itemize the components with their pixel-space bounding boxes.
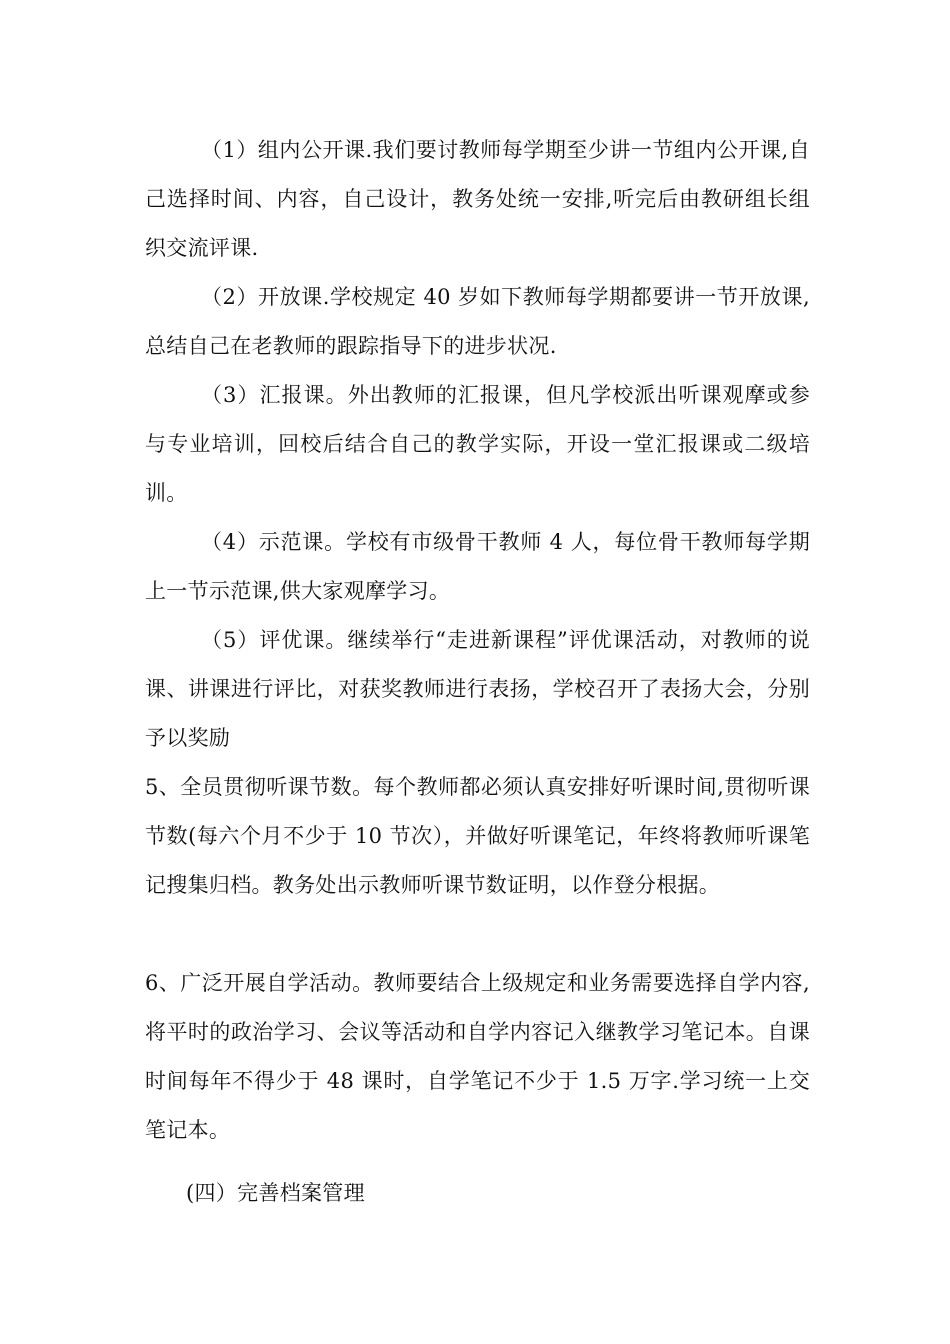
paragraph-open-class-in-group: （1）组内公开课.我们要讨教师每学期至少讲一节组内公开课,自己选择时间、内容，自己设计，教务处统一安排,听完后由教研组长组织交流评课. (145, 138, 810, 260)
section-heading: (四）完善档案管理 (186, 1181, 365, 1205)
paragraph-excellence-class: （5）评优课。继续举行“走进新课程”评优课活动，对教师的说课、讲课进行评比，对获奖教师进行表扬，学校召开了表扬大会，分别予以奖励 (145, 628, 810, 750)
paragraph-open-class: （2）开放课.学校规定 40 岁如下教师每学期都要讲一节开放课,总结自己在老教师的跟踪指导下的进步状况. (145, 285, 810, 358)
paragraph-lesson-observation: 5、全员贯彻听课节数。每个教师都必须认真安排好听课时间,贯彻听课节数(每六个月不少于 10 节次），并做好听课笔记，年终将教师听课笔记搜集归档。教务处出示教师听课节数证明，以作登分根据。 (145, 775, 810, 897)
paragraph-demo-class: （4）示范课。学校有市级骨干教师 4 人，每位骨干教师每学期上一节示范课,供大家观摩学习。 (145, 530, 810, 603)
paragraph-report-class: （3）汇报课。外出教师的汇报课，但凡学校派出听课观摩或参与专业培训，回校后结合自己的教学实际，开设一堂汇报课或二级培训。 (145, 383, 810, 505)
paragraph-self-study: 6、广泛开展自学活动。教师要结合上级规定和业务需要选择自学内容,将平时的政治学习、会议等活动和自学内容记入继教学习笔记本。自课时间每年不得少于 48 课时，自学笔记不少于 1.5 万字.学习统一上交笔记本。 (145, 971, 810, 1142)
